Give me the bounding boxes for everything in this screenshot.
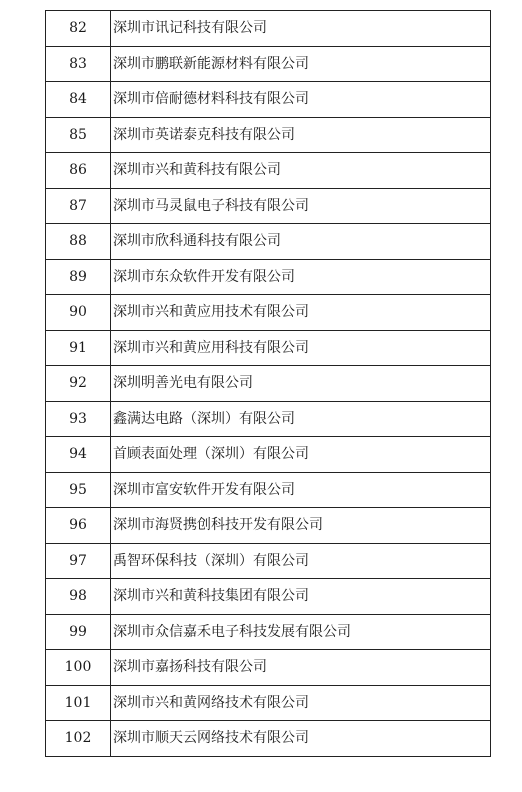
table-row [46, 614, 491, 650]
table-row [46, 437, 491, 473]
row-number-cell: 99 [46, 614, 111, 650]
row-number-cell: 95 [46, 472, 111, 508]
row-number-cell: 86 [46, 153, 111, 189]
company-name-cell: 深圳市兴和黄科技有限公司 [111, 153, 491, 189]
row-number-cell: 93 [46, 401, 111, 437]
row-number-cell: 87 [46, 188, 111, 224]
row-number-cell: 82 [46, 11, 111, 47]
table-row [46, 11, 491, 47]
company-name-cell: 深圳市兴和黄应用科技有限公司 [111, 330, 491, 366]
company-name-cell: 深圳市嘉扬科技有限公司 [111, 650, 491, 686]
row-number-cell: 83 [46, 46, 111, 82]
table-row [46, 82, 491, 118]
row-number-cell: 100 [46, 650, 111, 686]
company-name-cell: 深圳市兴和黄网络技术有限公司 [111, 685, 491, 721]
company-name-cell: 深圳市富安软件开发有限公司 [111, 472, 491, 508]
table-row [46, 188, 491, 224]
table-row [46, 224, 491, 260]
company-name-cell: 首顾表面处理（深圳）有限公司 [111, 437, 491, 473]
company-name-cell: 深圳市马灵鼠电子科技有限公司 [111, 188, 491, 224]
table-row [46, 650, 491, 686]
table-row [46, 295, 491, 331]
row-number-cell: 89 [46, 259, 111, 295]
row-number-cell: 97 [46, 543, 111, 579]
company-name-cell: 深圳市兴和黄应用技术有限公司 [111, 295, 491, 331]
company-list-table [45, 10, 491, 757]
company-name-cell: 深圳市欣科通科技有限公司 [111, 224, 491, 260]
table-row [46, 117, 491, 153]
company-name-cell: 深圳市顺天云网络技术有限公司 [111, 721, 491, 757]
row-number-cell: 98 [46, 579, 111, 615]
company-name-cell: 深圳明善光电有限公司 [111, 366, 491, 402]
company-list-body [46, 11, 491, 757]
row-number-cell: 96 [46, 508, 111, 544]
table-row [46, 685, 491, 721]
company-name-cell: 深圳市兴和黄科技集团有限公司 [111, 579, 491, 615]
table-row [46, 259, 491, 295]
company-name-cell: 深圳市英诺泰克科技有限公司 [111, 117, 491, 153]
row-number-cell: 84 [46, 82, 111, 118]
table-row [46, 330, 491, 366]
table-row [46, 508, 491, 544]
company-name-cell: 禹智环保科技（深圳）有限公司 [111, 543, 491, 579]
row-number-cell: 90 [46, 295, 111, 331]
row-number-cell: 102 [46, 721, 111, 757]
row-number-cell: 85 [46, 117, 111, 153]
table-row [46, 472, 491, 508]
table-row [46, 46, 491, 82]
row-number-cell: 88 [46, 224, 111, 260]
table-row [46, 721, 491, 757]
table-row [46, 401, 491, 437]
row-number-cell: 94 [46, 437, 111, 473]
table-row [46, 366, 491, 402]
company-name-cell: 深圳市倍耐德材料科技有限公司 [111, 82, 491, 118]
table-row [46, 153, 491, 189]
row-number-cell: 91 [46, 330, 111, 366]
company-name-cell: 深圳市海贤携创科技开发有限公司 [111, 508, 491, 544]
company-name-cell: 深圳市众信嘉禾电子科技发展有限公司 [111, 614, 491, 650]
company-name-cell: 深圳市讯记科技有限公司 [111, 11, 491, 47]
table-row [46, 579, 491, 615]
company-name-cell: 鑫满达电路（深圳）有限公司 [111, 401, 491, 437]
row-number-cell: 101 [46, 685, 111, 721]
row-number-cell: 92 [46, 366, 111, 402]
company-name-cell: 深圳市东众软件开发有限公司 [111, 259, 491, 295]
table-row [46, 543, 491, 579]
company-name-cell: 深圳市鹏联新能源材料有限公司 [111, 46, 491, 82]
